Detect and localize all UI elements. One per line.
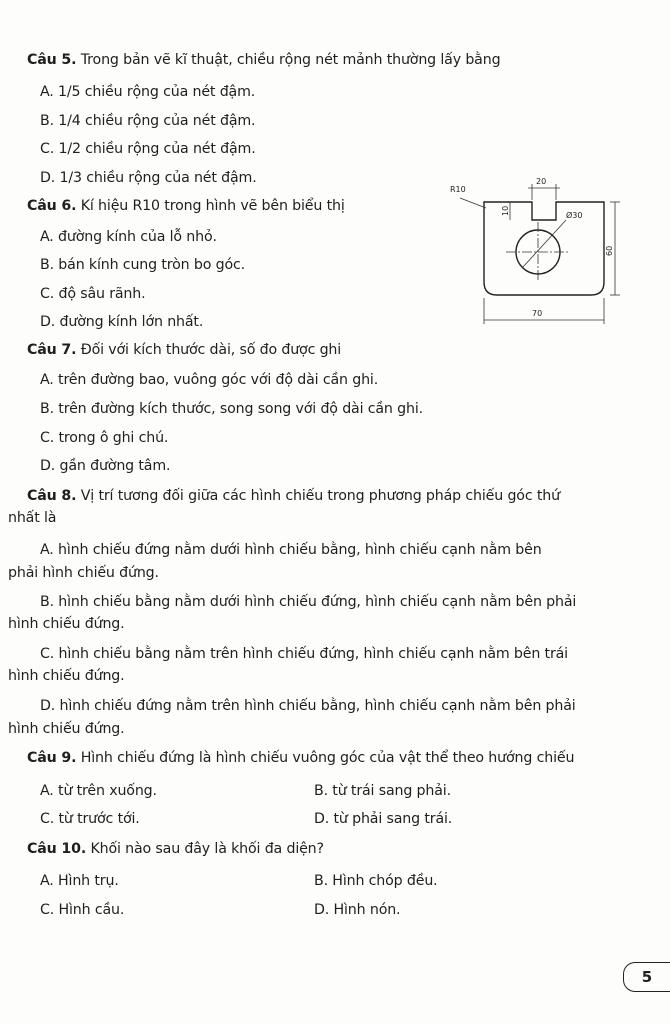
question-8-option-b-cont: hình chiếu đứng. bbox=[8, 616, 125, 632]
question-5-option-b[interactable]: B. 1/4 chiều rộng của nét đậm. bbox=[40, 113, 256, 129]
question-7-option-c[interactable]: C. trong ô ghi chú. bbox=[40, 430, 169, 446]
question-10-option-b[interactable]: B. Hình chóp đều. bbox=[314, 873, 438, 889]
slot-depth-label: 10 bbox=[501, 205, 510, 216]
question-8-option-d-cont: hình chiếu đứng. bbox=[8, 721, 125, 737]
question-7-option-d[interactable]: D. gần đường tâm. bbox=[40, 458, 171, 474]
question-9-option-a[interactable]: A. từ trên xuống. bbox=[40, 783, 157, 799]
question-6-option-c[interactable]: C. độ sâu rãnh. bbox=[40, 286, 146, 302]
question-8-option-c[interactable]: C. hình chiếu bằng nằm trên hình chiếu đứng, hình chiếu cạnh nằm bên trái bbox=[40, 646, 568, 662]
page-number: 5 bbox=[623, 962, 670, 992]
dim-top-label: 20 bbox=[536, 177, 547, 186]
technical-drawing-figure bbox=[448, 172, 620, 332]
question-8-option-b[interactable]: B. hình chiếu bằng nằm dưới hình chiếu đứng, hình chiếu cạnh nằm bên phải bbox=[40, 594, 577, 610]
question-6-option-a[interactable]: A. đường kính của lỗ nhỏ. bbox=[40, 229, 217, 245]
question-6-option-d[interactable]: D. đường kính lớn nhất. bbox=[40, 314, 204, 330]
question-10-option-d[interactable]: D. Hình nón. bbox=[314, 902, 401, 918]
question-6-option-b[interactable]: B. bán kính cung tròn bo góc. bbox=[40, 257, 246, 273]
question-8-stem-cont: nhất là bbox=[8, 510, 57, 526]
question-9-option-c[interactable]: C. từ trước tới. bbox=[40, 811, 140, 827]
question-6-stem: Câu 6. Kí hiệu R10 trong hình vẽ bên biểu thị bbox=[27, 198, 345, 214]
question-10-option-c[interactable]: C. Hình cầu. bbox=[40, 902, 125, 918]
question-9-stem: Câu 9. Hình chiếu đứng là hình chiếu vuông góc của vật thể theo hướng chiếu bbox=[27, 750, 575, 766]
hole-diameter-label: Ø30 bbox=[566, 211, 583, 220]
question-7-stem: Câu 7. Đối với kích thước dài, số đo được ghi bbox=[27, 342, 342, 358]
question-7-option-a[interactable]: A. trên đường bao, vuông góc với độ dài cần ghi. bbox=[40, 372, 379, 388]
question-8-option-c-cont: hình chiếu đứng. bbox=[8, 668, 125, 684]
question-5-stem: Câu 5. Trong bản vẽ kĩ thuật, chiều rộng nét mảnh thường lấy bằng bbox=[27, 52, 501, 68]
width-label: 70 bbox=[532, 309, 543, 318]
question-5-option-d[interactable]: D. 1/3 chiều rộng của nét đậm. bbox=[40, 170, 257, 186]
height-label: 60 bbox=[605, 245, 614, 256]
question-10-stem: Câu 10. Khối nào sau đây là khối đa diện? bbox=[27, 841, 324, 857]
question-8-option-a[interactable]: A. hình chiếu đứng nằm dưới hình chiếu bằng, hình chiếu cạnh nằm bên bbox=[40, 542, 542, 558]
question-9-option-b[interactable]: B. từ trái sang phải. bbox=[314, 783, 451, 799]
radius-label: R10 bbox=[450, 185, 466, 194]
question-7-option-b[interactable]: B. trên đường kích thước, song song với độ dài cần ghi. bbox=[40, 401, 423, 417]
question-8-stem: Câu 8. Vị trí tương đối giữa các hình chiếu trong phương pháp chiếu góc thứ bbox=[27, 488, 560, 504]
question-10-option-a[interactable]: A. Hình trụ. bbox=[40, 873, 119, 889]
question-5-option-a[interactable]: A. 1/5 chiều rộng của nét đậm. bbox=[40, 84, 256, 100]
question-9-option-d[interactable]: D. từ phải sang trái. bbox=[314, 811, 453, 827]
question-8-option-d[interactable]: D. hình chiếu đứng nằm trên hình chiếu bằng, hình chiếu cạnh nằm bên phải bbox=[40, 698, 576, 714]
question-5-option-c[interactable]: C. 1/2 chiều rộng của nét đậm. bbox=[40, 141, 256, 157]
question-8-option-a-cont: phải hình chiếu đứng. bbox=[8, 565, 159, 581]
